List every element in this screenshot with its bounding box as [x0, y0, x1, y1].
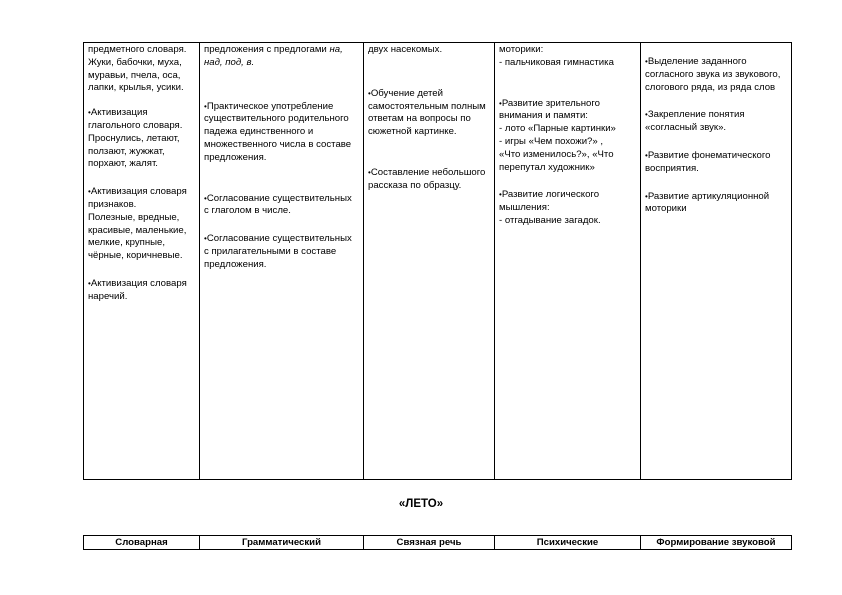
- section-title: «ЛЕТО»: [398, 498, 444, 510]
- list-item: [368, 88, 490, 139]
- mental-text: Развитие зрительного внимания и памяти:: [499, 97, 600, 122]
- column-header-vocabulary: Словарная: [84, 536, 200, 550]
- sound-text: Развитие фонематического восприятия.: [645, 149, 771, 174]
- summer-plan-table-header: [83, 535, 792, 550]
- coherent-speech-cell: [364, 43, 495, 480]
- vocabulary-words: Полезные, вредные, красивые, маленькие, мелкие, крупные, чёрные, коричневые.: [88, 211, 187, 262]
- column-header-coherent-speech: Связная речь: [364, 536, 495, 550]
- list-item: [499, 98, 636, 175]
- list-item: [204, 44, 359, 70]
- vocabulary-words: Проснулись, летают, ползают, жужжат, порхают, жалят.: [88, 132, 180, 170]
- mental-text: - пальчиковая гимнастика: [499, 56, 614, 68]
- vocabulary-text: Активизация глагольного словаря.: [88, 107, 183, 131]
- list-item: [645, 150, 787, 176]
- vocabulary-text: Активизация словаря наречий.: [88, 277, 187, 302]
- mental-text: - игры «Чем похожи?» ,: [499, 135, 604, 147]
- grammar-text: Практическое употребление существительного родительного падежа единственного и множественного числа в составе предложения.: [204, 100, 352, 163]
- sound-text: Закрепление понятия «согласный звук».: [645, 109, 745, 134]
- grammar-text: Согласование существительных с глаголом в числе.: [204, 192, 352, 217]
- list-item: [88, 186, 195, 263]
- list-item: [88, 278, 195, 304]
- mental-text: «Что изменилось?», «Что перепутал художник»: [499, 148, 614, 173]
- list-item: [204, 233, 359, 271]
- column-header-sound-culture: Формирование звуковой: [641, 536, 792, 550]
- mental-text: - отгадывание загадок.: [499, 214, 601, 226]
- sound-culture-cell: [641, 43, 792, 480]
- vocabulary-text: Активизация словаря признаков.: [88, 186, 187, 210]
- list-item: [499, 189, 636, 227]
- list-item: [645, 109, 787, 135]
- continued-plan-table: [83, 42, 792, 480]
- table-row: [84, 536, 792, 550]
- list-item: [368, 167, 490, 193]
- sound-text: Выделение заданного согласного звука из звукового, слогового ряда, из ряда слов: [645, 56, 781, 93]
- grammar-text: предложения с предлогами: [204, 44, 327, 55]
- vocabulary-words: Жуки, бабочки, муха, муравьи, пчела, оса, лапки, крылья, усики.: [88, 56, 184, 94]
- list-item: [645, 56, 787, 94]
- list-item: [368, 44, 490, 57]
- table-row: [84, 43, 792, 480]
- vocabulary-cell: [84, 43, 200, 480]
- list-item: [204, 193, 359, 219]
- vocabulary-text: предметного словаря.: [88, 44, 187, 55]
- list-item: [645, 191, 787, 217]
- list-item: [204, 101, 359, 165]
- prepositions-text: на, над, под, в.: [204, 44, 343, 68]
- speech-text: Составление небольшого рассказа по образцу.: [368, 166, 486, 191]
- grammar-text: Согласование существительных с прилагательными в составе предложения.: [204, 233, 352, 270]
- list-item: [499, 44, 636, 70]
- list-item: [88, 107, 195, 171]
- mental-text: моторики:: [499, 44, 544, 55]
- mental-processes-cell: [495, 43, 641, 480]
- column-header-grammar: Грамматический: [200, 536, 364, 550]
- mental-text: - лото «Парные картинки»: [499, 123, 616, 135]
- mental-text: Развитие логического мышления:: [499, 189, 600, 214]
- list-item: [88, 44, 195, 95]
- column-header-mental-processes: Психические: [495, 536, 641, 550]
- grammar-cell: [200, 43, 364, 480]
- sound-text: Развитие артикуляционной моторики: [645, 190, 770, 215]
- speech-text: Обучение детей самостоятельным полным ответам на вопросы по сюжетной картинке.: [368, 87, 486, 138]
- speech-text: двух насекомых.: [368, 44, 443, 55]
